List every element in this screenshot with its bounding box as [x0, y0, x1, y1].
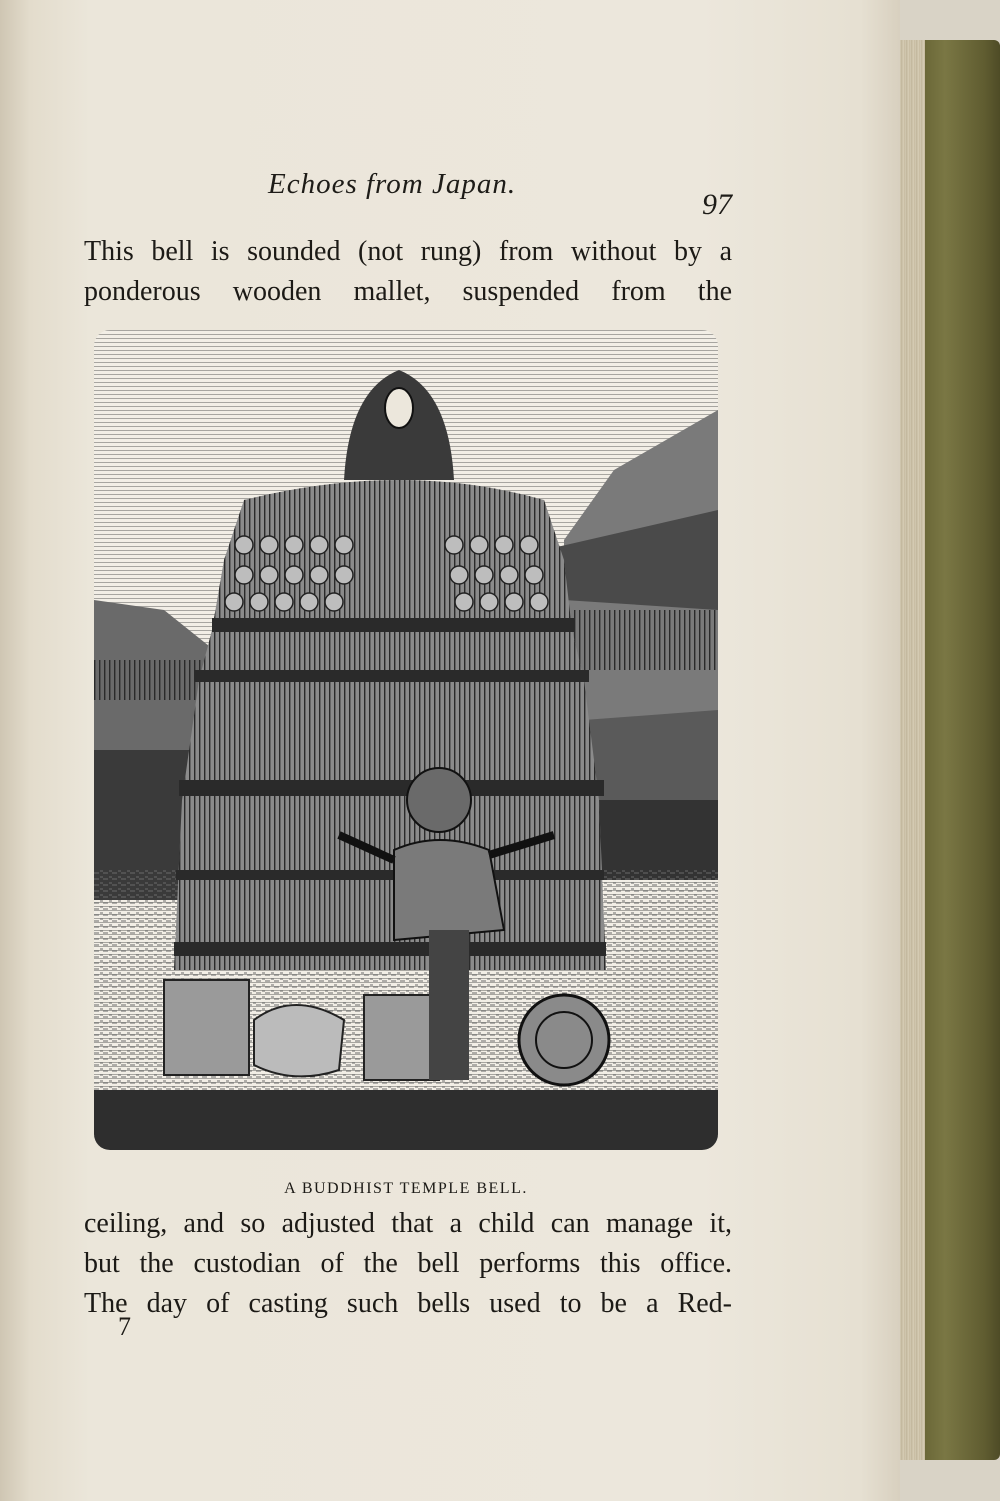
body-line-2: ponderous wooden mallet, suspended from the — [84, 276, 732, 307]
running-head: Echoes from Japan. — [268, 168, 517, 200]
body-line-4: but the custodian of the bell performs this office. — [84, 1248, 732, 1279]
figure-caption: A BUDDHIST TEMPLE BELL. — [284, 1180, 528, 1197]
page-number: 97 — [702, 188, 732, 221]
body-line-5: The day of casting such bells used to be a Red- — [84, 1288, 732, 1319]
body-line-3: ceiling, and so adjusted that a child can manage it, — [84, 1208, 732, 1239]
book-cover — [925, 40, 1000, 1460]
signature-mark: 7 — [118, 1312, 131, 1341]
temple-bell-engraving — [94, 330, 718, 1150]
body-line-1: This bell is sounded (not rung) from without by a — [84, 236, 732, 267]
engraving-art — [94, 330, 718, 1150]
